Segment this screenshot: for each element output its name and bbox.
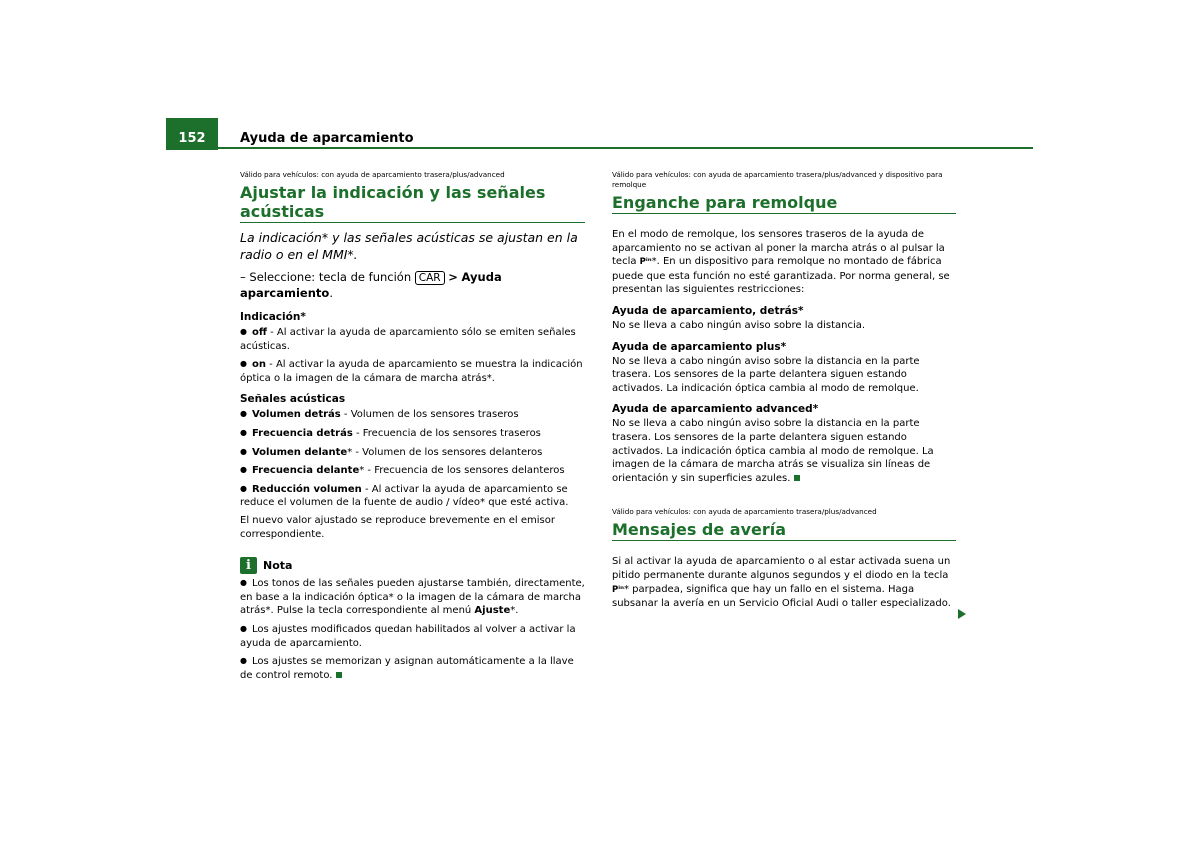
page-header-title: Ayuda de aparcamiento — [240, 131, 414, 146]
item-term: on — [251, 359, 266, 371]
section-title-ajustar: Ajustar la indicación y las señales acústicas — [240, 183, 585, 223]
paragraph-text: *. En un dispositivo para remolque no montado de fábrica puede que esta función no esté garantizada. Por norma general, se presentan las siguientes restricciones: — [612, 256, 950, 296]
paragraph-text: No se lleva a cabo ningún aviso sobre la distancia en la parte trasera. Los sensores de la parte delantera siguen estando activados. La indicación óptica cambia al modo de remolque. La imagen de la cámara de marcha atrás se visualiza sin líneas de orientación y sin superficies azules. — [612, 418, 934, 484]
trailer-paragraph — [612, 228, 956, 297]
note-text: Los ajustes se memorizan y asignan automáticamente a la llave de control remoto. — [240, 656, 574, 681]
page-number: 152 — [178, 131, 206, 146]
item-term: Frecuencia detrás — [251, 427, 353, 439]
new-value-text: El nuevo valor ajustado se reproduce brevemente en el emisor correspondiente. — [240, 514, 555, 540]
subheading-detras: Ayuda de aparcamiento, detrás* — [612, 304, 804, 317]
fault-paragraph — [612, 555, 956, 610]
info-icon: i — [240, 557, 257, 574]
section-title-averia: Mensajes de avería — [612, 520, 956, 541]
plus-text: No se lleva a cabo ningún aviso sobre la distancia en la parte trasera. Los sensores de la parte delantera siguen estando activados. La indicación óptica cambia al modo de remolque. — [612, 355, 920, 394]
list-item — [240, 325, 585, 353]
list-item — [240, 357, 585, 385]
item-term: Volumen detrás — [251, 409, 341, 421]
item-term: Frecuencia delante — [251, 465, 360, 477]
section-title-enganche: Enganche para remolque — [612, 193, 956, 214]
note-menu: Ajuste — [474, 605, 511, 617]
list-item — [240, 407, 585, 422]
continue-arrow-icon — [958, 609, 966, 619]
item-term: off — [251, 327, 267, 338]
intro-text: La indicación* y las señales acústicas se ajustan en la radio o en el MMI*. — [240, 230, 578, 262]
item-text: - Frecuencia de los sensores traseros — [352, 427, 541, 439]
item-text: - Al activar la ayuda de aparcamiento se reduce el volumen de la fuente de audio / vídeo* que esté activa. — [240, 483, 569, 509]
validity-note: Válido para vehículos: con ayuda de aparcamiento trasera/plus/advanced — [612, 507, 877, 517]
note-header — [240, 557, 585, 574]
note-item: ● Los ajustes modificados quedan habilitados al volver a activar la ayuda de aparcamiento. — [240, 622, 585, 650]
car-key: CAR — [415, 271, 445, 285]
parking-key-symbol: Pⁱⁿ — [639, 257, 652, 268]
parking-key-symbol: Pⁱⁿ — [612, 584, 624, 595]
instruction-step — [240, 269, 585, 301]
list-item — [240, 426, 585, 441]
validity-note: Válido para vehículos: con ayuda de aparcamiento trasera/plus/advanced — [240, 170, 505, 179]
subheading-senales: Señales acústicas — [240, 393, 346, 406]
subheading-indicacion: Indicación* — [240, 311, 306, 323]
paragraph-text: Si al activar la ayuda de aparcamiento o al estar activada suena un pitido permanente durante algunos segundos y el diodo en la tecla — [612, 556, 951, 581]
note-item — [240, 654, 585, 682]
item-text: - Volumen de los sensores traseros — [340, 409, 519, 421]
note-item — [240, 576, 585, 618]
note-text: Los tonos de las señales pueden ajustarse también, directamente, en base a la indicación óptica* o la imagen de la cámara de marcha atrás*. Pulse la tecla correspondiente al menú — [240, 578, 585, 617]
right-column — [612, 170, 956, 615]
note-label: Nota — [263, 559, 293, 573]
end-square-icon — [794, 475, 800, 481]
advanced-text — [612, 417, 956, 485]
item-text: * - Frecuencia de los sensores delanteros — [359, 465, 565, 477]
step-target: Ayuda aparcamiento — [240, 270, 502, 300]
step-end: . — [329, 286, 333, 300]
item-text: - Al activar la ayuda de aparcamiento se muestra la indicación óptica o la imagen de la cámara de marcha atrás*. — [240, 359, 583, 384]
left-column — [240, 170, 585, 686]
paragraph-text: * parpadea, significa que hay un fallo en el sistema. Haga subsanar la avería en un Servicio Oficial Audi o taller especializado. — [612, 583, 951, 610]
item-term: Volumen delante — [251, 446, 348, 458]
item-text: - Al activar la ayuda de aparcamiento sólo se emiten señales acústicas. — [240, 327, 576, 352]
paragraph-text: En el modo de remolque, los sensores traseros de la ayuda de aparcamiento no se activan al poner la marcha atrás o al pulsar la tecla — [612, 229, 945, 268]
step-arrow: > — [448, 270, 458, 284]
detras-text: No se lleva a cabo ningún aviso sobre la distancia. — [612, 319, 866, 331]
validity-note: Válido para vehículos: con ayuda de aparcamiento trasera/plus/advanced y dispositivo para remolque — [612, 170, 943, 189]
end-square-icon — [336, 672, 342, 678]
list-item — [240, 445, 585, 460]
list-item — [240, 463, 585, 478]
list-item — [240, 482, 585, 510]
step-prefix: – Seleccione: tecla de función — [240, 270, 412, 284]
item-text: * - Volumen de los sensores delanteros — [347, 446, 543, 458]
subheading-advanced: Ayuda de aparcamiento advanced* — [612, 403, 819, 416]
header-rule — [218, 147, 1033, 149]
subheading-plus: Ayuda de aparcamiento plus* — [612, 340, 787, 353]
note-text-end: *. — [510, 605, 519, 617]
item-term: Reducción volumen — [251, 483, 362, 495]
